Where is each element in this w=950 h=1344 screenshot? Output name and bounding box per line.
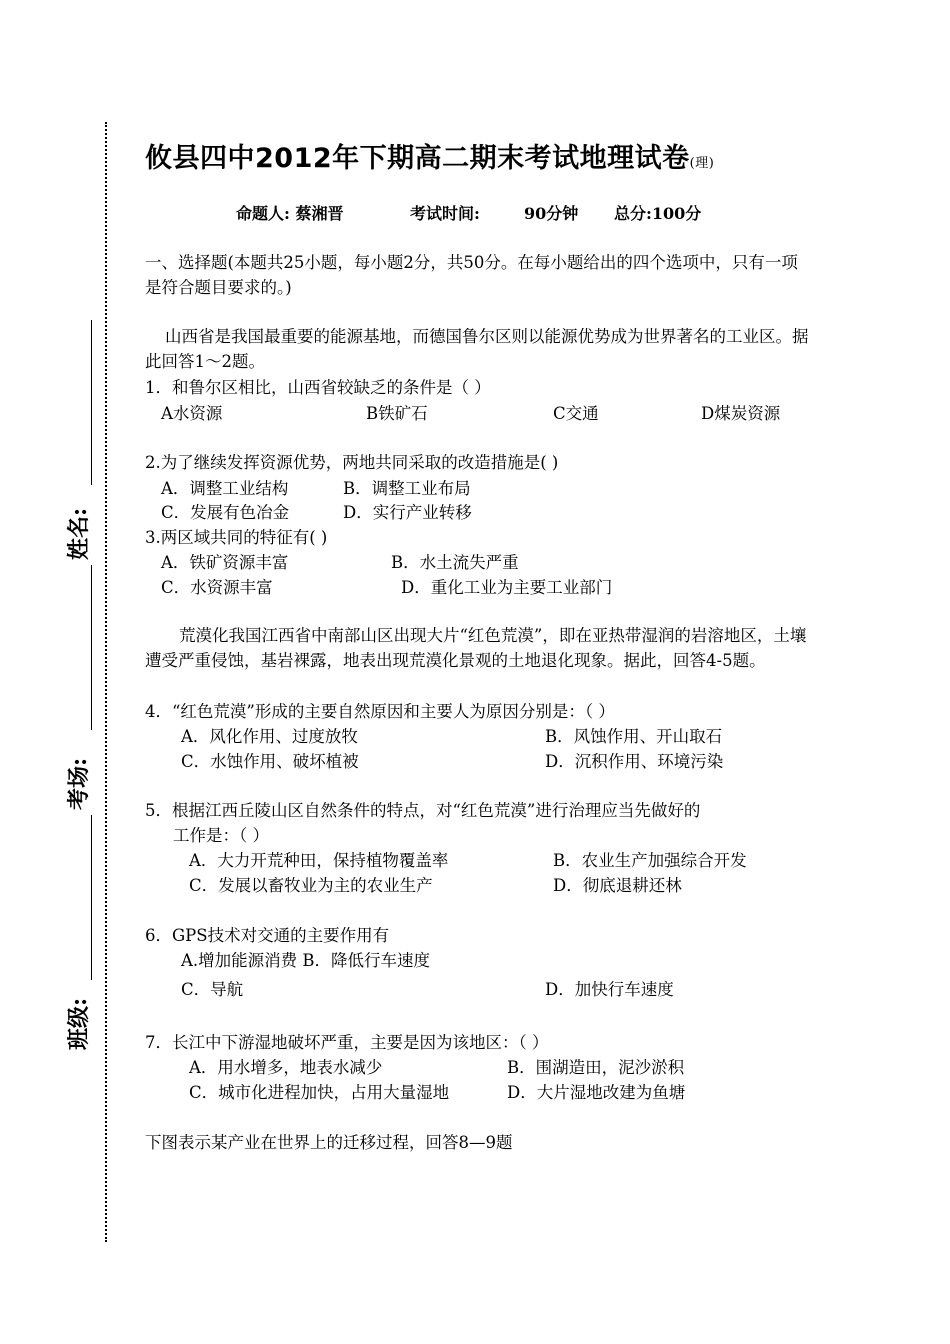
q3-stem: 3.两区域共同的特征有( ) [145,528,328,547]
q2-option-a: A．调整工业结构 [161,479,289,498]
time-label: 考试时间: [410,204,480,223]
q3-option-d: D．重化工业为主要工业部门 [401,578,613,597]
q2-option-d: D．实行产业转移 [343,503,472,522]
q5-option-d: D．彻底退耕还林 [553,876,682,895]
room-underline [91,565,92,730]
q1-option-a: A水资源 [161,404,223,423]
q5-stem-cont: 工作是：（ ） [173,826,269,845]
intro-2: 荒漠化我国江西省中南部山区出现大片“红色荒漠”，即在亚热带湿润的岩溶地区，土壤遭受严重侵蚀，基岩裸露，地表出现荒漠化景观的土地退化现象。据此，回答4-5题。 [145,626,807,670]
section-instructions: 一、选择题(本题共25小题，每小题2分，共50分。在每小题给出的四个选项中，只有一项是符合题目要求的。) [145,253,798,297]
q1-option-d: D煤炭资源 [701,404,781,423]
q6-option-d: D．加快行车速度 [545,980,674,999]
exam-time: 90分钟 [524,204,579,223]
q3-option-b: B．水土流失严重 [391,553,519,572]
q4-stem: 4．“红色荒漠”形成的主要自然原因和主要人为原因分别是：（ ） [145,702,615,721]
exam-title: 攸县四中2012年下期高二期末考试地理试卷(理) [145,143,715,174]
q6-option-ab: A.增加能源消费 B．降低行车速度 [181,951,431,970]
q1-option-b: B铁矿石 [366,404,428,423]
q5-option-a: A．大力开荒种田，保持植物覆盖率 [189,851,449,870]
q5-stem: 5．根据江西丘陵山区自然条件的特点，对“红色荒漠”进行治理应当先做好的 [145,801,701,820]
name-underline [91,320,92,485]
class-label: 班级: [66,997,92,1050]
q5-option-b: B．农业生产加强综合开发 [553,851,747,870]
q4-option-d: D．沉积作用、环境污染 [545,752,724,771]
author: 命题人: 蔡湘晋 [236,204,344,223]
binding-dotted-line [105,122,107,1242]
title-suffix: (理) [689,156,715,171]
q3-option-c: C．水资源丰富 [161,578,273,597]
q7-option-a: A．用水增多，地表水减少 [189,1058,383,1077]
q1-option-c: C交通 [553,404,599,423]
name-label: 姓名: [66,507,92,560]
q7-option-c: C．城市化进程加快，占用大量湿地 [189,1083,450,1102]
intro-1: 山西省是我国最重要的能源基地，而德国鲁尔区则以能源优势成为世界著名的工业区。据此回答1～2题。 [145,327,809,371]
q4-option-c: C．水蚀作用、破坏植被 [181,752,359,771]
q3-option-a: A．铁矿资源丰富 [161,553,289,572]
q2-option-c: C．发展有色冶金 [161,503,290,522]
q7-option-b: B．围湖造田，泥沙淤积 [507,1058,685,1077]
q7-stem: 7．长江中下游湿地破坏严重，主要是因为该地区：（ ） [145,1033,549,1052]
q2-stem: 2.为了继续发挥资源优势，两地共同采取的改造措施是( ) [145,453,559,472]
intro-3: 下图表示某产业在世界上的迁移过程，回答8—9题 [145,1133,513,1152]
q4-option-b: B．风蚀作用、开山取石 [545,727,723,746]
q1-stem: 1．和鲁尔区相比，山西省较缺乏的条件是（ ） [145,378,491,397]
q6-stem: 6．GPS技术对交通的主要作用有 [145,926,390,945]
q6-option-c: C．导航 [181,980,244,999]
q2-option-b: B．调整工业布局 [343,479,471,498]
q5-option-c: C．发展以畜牧业为主的农业生产 [189,876,433,895]
q4-option-a: A．风化作用、过度放牧 [181,727,358,746]
class-underline [91,815,92,980]
room-label: 考场: [66,757,92,810]
total-score: 总分:100分 [614,204,702,223]
q7-option-d: D．大片湿地改建为鱼塘 [507,1083,686,1102]
